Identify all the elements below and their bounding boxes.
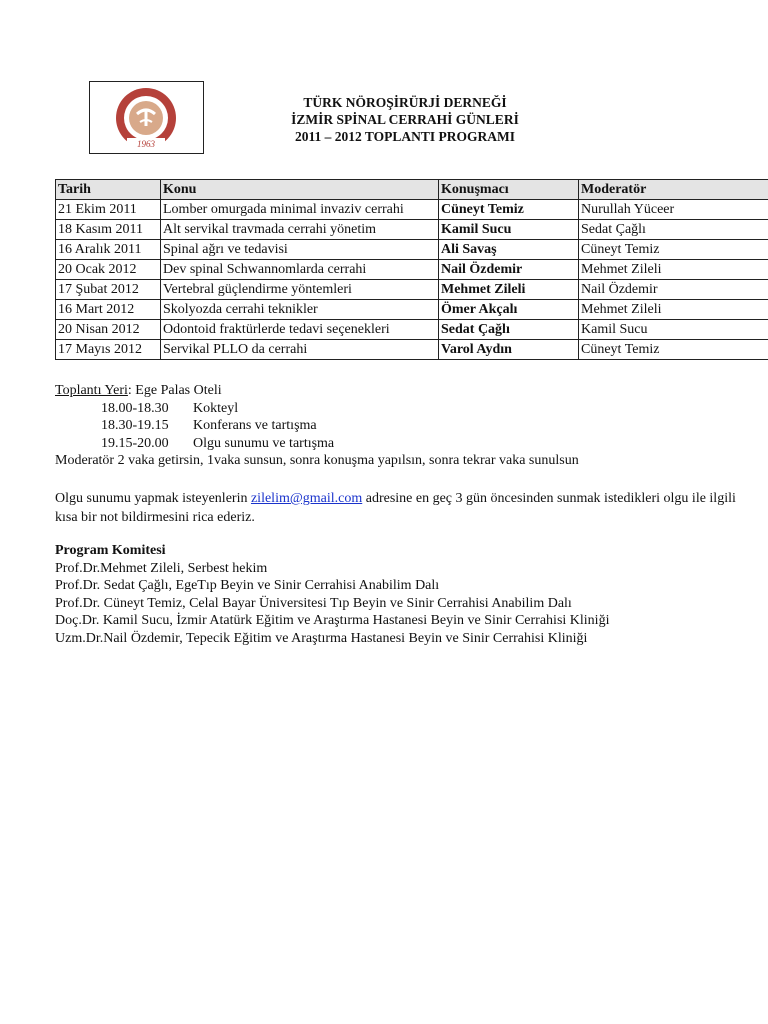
cell-topic: Servikal PLLO da cerrahi — [161, 340, 439, 360]
venue-line — [55, 382, 755, 400]
note-text-after: adresine en geç 3 gün öncesinden sunmak istedikleri olgu ile ilgili kısa bir not bildirmesini rica ederiz. — [55, 491, 736, 525]
schedule-item — [55, 417, 755, 435]
cell-speaker: Nail Özdemir — [439, 260, 579, 280]
cell-topic: Skolyozda cerrahi teknikler — [161, 300, 439, 320]
column-header-moderator: Moderatör — [579, 180, 768, 200]
association-name: TÜRK NÖROŞİRÜRJİ DERNEĞİ — [303, 95, 507, 110]
program-committee — [55, 542, 755, 648]
table-row — [56, 320, 768, 340]
cell-date: 16 Mart 2012 — [56, 300, 161, 320]
cell-topic: Odontoid fraktürlerde tedavi seçenekleri — [161, 320, 439, 340]
cell-topic: Alt servikal travmada cerrahi yönetim — [161, 220, 439, 240]
cell-speaker: Ali Savaş — [439, 240, 579, 260]
cell-date: 16 Aralık 2011 — [56, 240, 161, 260]
email-link[interactable]: zilelim@gmail.com — [250, 491, 363, 506]
table-row — [56, 280, 768, 300]
cell-moderator: Kamil Sucu — [579, 320, 768, 340]
cell-moderator: Mehmet Zileli — [579, 260, 768, 280]
logo-year: 1963 — [137, 139, 155, 149]
schedule-event: Olgu sunumu ve tartışma — [193, 435, 335, 451]
logo-box — [89, 81, 204, 154]
schedule-time: 19.15-20.00 — [101, 435, 169, 451]
cell-topic: Vertebral güçlendirme yöntemleri — [161, 280, 439, 300]
cell-speaker: Ömer Akçalı — [439, 300, 579, 320]
cell-topic: Spinal ağrı ve tedavisi — [161, 240, 439, 260]
cell-speaker: Varol Aydın — [439, 340, 579, 360]
column-header-topic: Konu — [161, 180, 439, 200]
table-header-row — [56, 180, 768, 200]
program-title: 2011 – 2012 TOPLANTI PROGRAMI — [294, 129, 516, 144]
schedule-item — [55, 435, 755, 453]
cell-moderator: Cüneyt Temiz — [579, 340, 768, 360]
table-row — [56, 300, 768, 320]
cell-date: 18 Kasım 2011 — [56, 220, 161, 240]
program-table — [55, 179, 768, 360]
committee-member: Prof.Dr. Cüneyt Temiz, Celal Bayar Üniversitesi Tıp Beyin ve Sinir Cerrahisi Anabilim Dalı — [55, 595, 572, 611]
committee-member: Uzm.Dr.Nail Özdemir, Tepecik Eğitim ve Araştırma Hastanesi Beyin ve Sinir Cerrahisi Kliniği — [55, 630, 588, 646]
table-row — [56, 200, 768, 220]
cell-moderator: Nail Özdemir — [579, 280, 768, 300]
column-header-speaker: Konuşmacı — [439, 180, 579, 200]
committee-member: Prof.Dr. Sedat Çağlı, EgeTıp Beyin ve Sinir Cerrahisi Anabilim Dalı — [55, 578, 440, 594]
cell-date: 20 Nisan 2012 — [56, 320, 161, 340]
association-seal-icon — [90, 82, 203, 153]
cell-date: 17 Şubat 2012 — [56, 280, 161, 300]
cell-topic: Lomber omurgada minimal invaziv cerrahi — [161, 200, 439, 220]
venue-section — [55, 382, 755, 470]
schedule-item — [55, 400, 755, 418]
table-row — [56, 240, 768, 260]
schedule-time: 18.30-19.15 — [101, 418, 169, 433]
document-header — [240, 94, 570, 145]
cell-speaker: Kamil Sucu — [439, 220, 579, 240]
schedule-time: 18.00-18.30 — [101, 400, 169, 416]
venue-value: : Ege Palas Oteli — [127, 383, 222, 398]
note-text-before: Olgu sunumu yapmak isteyenlerin — [55, 491, 251, 506]
cell-date: 20 Ocak 2012 — [56, 260, 161, 280]
cell-moderator: Mehmet Zileli — [579, 300, 768, 320]
venue-label: Toplantı Yeri — [55, 383, 128, 398]
column-header-date: Tarih — [56, 180, 161, 200]
table-row — [56, 340, 768, 360]
committee-member: Prof.Dr.Mehmet Zileli, Serbest hekim — [55, 560, 268, 576]
event-name: İZMİR SPİNAL CERRAHİ GÜNLERİ — [291, 112, 519, 127]
table-row — [56, 220, 768, 240]
schedule-event: Kokteyl — [193, 400, 239, 416]
committee-heading: Program Komitesi — [55, 543, 166, 558]
cell-moderator: Cüneyt Temiz — [579, 240, 768, 260]
cell-moderator: Sedat Çağlı — [579, 220, 768, 240]
committee-member: Doç.Dr. Kamil Sucu, İzmir Atatürk Eğitim ve Araştırma Hastanesi Beyin ve Sinir Cerrahisi Kliniği — [55, 613, 610, 629]
cell-date: 21 Ekim 2011 — [56, 200, 161, 220]
cell-speaker: Cüneyt Temiz — [439, 200, 579, 220]
cell-speaker: Mehmet Zileli — [439, 280, 579, 300]
cell-topic: Dev spinal Schwannomlarda cerrahi — [161, 260, 439, 280]
case-presentation-note — [55, 489, 745, 527]
cell-moderator: Nurullah Yüceer — [579, 200, 768, 220]
table-row — [56, 260, 768, 280]
cell-speaker: Sedat Çağlı — [439, 320, 579, 340]
cell-date: 17 Mayıs 2012 — [56, 340, 161, 360]
moderator-note: Moderatör 2 vaka getirsin, 1vaka sunsun, sonra konuşma yapılsın, sonra tekrar vaka sunulsun — [55, 453, 579, 468]
schedule-event: Konferans ve tartışma — [193, 418, 317, 433]
